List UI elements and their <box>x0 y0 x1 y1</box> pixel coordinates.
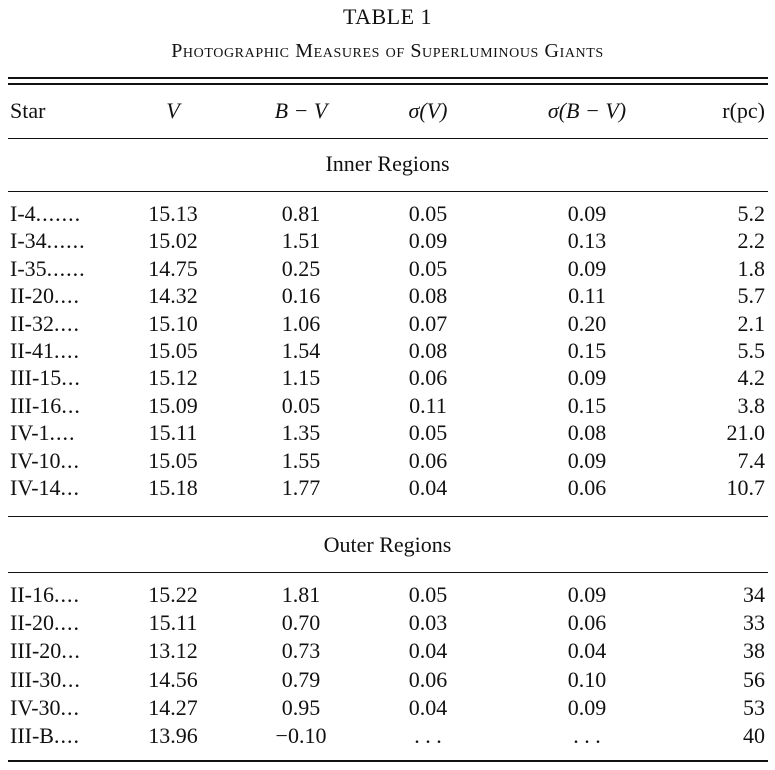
b-minus-v-cell: 1.15 <box>281 365 321 391</box>
leader-dots: ...... <box>46 228 86 254</box>
outer-section-rule <box>8 572 768 573</box>
star-name: II-41 <box>10 338 54 363</box>
star-cell <box>10 723 80 749</box>
sigma-v-cell: 0.05 <box>408 582 448 607</box>
star-cell <box>10 475 80 501</box>
r-pc-cell: 2.2 <box>737 228 765 254</box>
col-header-star: Star <box>10 98 46 123</box>
star-cell <box>10 283 80 309</box>
b-minus-v-cell: −0.10 <box>275 723 327 748</box>
r-pc-cell: 4.2 <box>737 365 765 391</box>
star-cell <box>10 393 81 419</box>
r-pc-cell: 33 <box>743 610 765 636</box>
leader-dots: ...... <box>46 255 86 281</box>
sigma-v-cell: 0.06 <box>408 365 448 391</box>
star-name: II-20 <box>10 283 54 309</box>
sigma-v-cell: 0.08 <box>408 283 448 309</box>
b-minus-v-cell: 0.25 <box>281 255 321 281</box>
sigma-b-minus-v-cell: 0.06 <box>567 475 607 500</box>
leader-dots: .... <box>53 723 80 748</box>
sigma-b-minus-v-cell: 0.09 <box>567 255 607 281</box>
top-rule <box>8 77 768 79</box>
r-pc-cell: 10.7 <box>726 475 765 500</box>
r-pc-cell: 1.8 <box>737 255 765 281</box>
r-pc-cell: 40 <box>743 723 765 748</box>
b-minus-v-cell: 1.51 <box>281 228 321 254</box>
b-minus-v-cell: 1.77 <box>281 475 321 500</box>
sigma-v-cell: 0.05 <box>408 255 448 281</box>
star-cell <box>10 667 81 693</box>
star-name: IV-10 <box>10 447 61 473</box>
star-name: I-34 <box>10 228 47 254</box>
col-header-sigma-b-minus-v: σ(B − V) <box>547 98 627 123</box>
v-cell: 15.12 <box>148 365 198 391</box>
sigma-b-minus-v-cell: 0.09 <box>567 447 607 473</box>
star-name: III-16 <box>10 392 62 418</box>
star-name: II-20 <box>10 610 54 636</box>
leader-dots: .... <box>53 610 80 636</box>
b-minus-v-cell: 1.81 <box>281 582 321 607</box>
star-name: IV-14 <box>10 475 61 500</box>
r-pc-cell: 5.5 <box>737 338 765 363</box>
sigma-b-minus-v-cell: 0.08 <box>567 420 607 446</box>
sigma-b-minus-v-cell: 0.09 <box>567 582 607 607</box>
leader-dots: .... <box>49 420 76 446</box>
sigma-v-cell: 0.04 <box>408 638 448 664</box>
leader-dots: .... <box>53 338 80 363</box>
b-minus-v-cell: 1.54 <box>281 338 321 363</box>
inner-section-rule <box>8 191 768 192</box>
col-header-r-pc: r(pc) <box>722 98 765 123</box>
star-name: I-4 <box>10 201 36 226</box>
sigma-v-cell: 0.05 <box>408 201 448 226</box>
r-pc-cell: 34 <box>743 582 765 607</box>
b-minus-v-cell: 0.05 <box>281 392 321 418</box>
b-minus-v-cell: 1.06 <box>281 310 321 336</box>
star-cell <box>10 338 80 364</box>
col-header-v: V <box>166 98 180 123</box>
b-minus-v-cell: 0.16 <box>281 283 321 309</box>
section-label-outer: Outer Regions <box>323 532 452 557</box>
star-cell <box>10 256 86 282</box>
b-minus-v-cell: 1.35 <box>281 420 321 446</box>
leader-dots: ... <box>60 475 81 500</box>
star-cell <box>10 448 80 474</box>
v-cell: 14.56 <box>148 666 198 692</box>
star-name: III-15 <box>10 365 62 391</box>
v-cell: 15.11 <box>148 610 198 636</box>
star-cell <box>10 201 81 227</box>
star-name: III-B <box>10 723 54 748</box>
sigma-v-cell: 0.09 <box>408 228 448 254</box>
leader-dots: ... <box>60 447 81 473</box>
sigma-b-minus-v-cell: 0.13 <box>567 228 607 254</box>
star-cell <box>10 638 81 664</box>
sigma-v-cell: 0.11 <box>409 392 447 418</box>
leader-dots: .... <box>53 310 80 336</box>
sigma-v-cell: 0.07 <box>408 310 448 336</box>
sigma-v-cell: 0.08 <box>408 338 448 363</box>
r-pc-cell: 2.1 <box>737 310 765 336</box>
star-cell <box>10 695 80 721</box>
b-minus-v-cell: 0.79 <box>281 666 321 692</box>
v-cell: 14.75 <box>148 255 198 281</box>
star-cell <box>10 228 86 254</box>
sigma-b-minus-v-cell: 0.15 <box>567 392 607 418</box>
bottom-rule <box>8 760 768 762</box>
v-cell: 13.12 <box>148 638 198 664</box>
col-header-sigma-v: σ(V) <box>408 98 448 123</box>
top-rule-second <box>8 83 768 85</box>
sigma-b-minus-v-cell: 0.06 <box>567 610 607 636</box>
v-cell: 15.11 <box>148 420 198 446</box>
r-pc-cell: 3.8 <box>737 392 765 418</box>
v-cell: 15.18 <box>148 475 198 500</box>
b-minus-v-cell: 1.55 <box>281 447 321 473</box>
table-title: TABLE 1 <box>342 4 433 29</box>
star-cell <box>10 420 76 446</box>
sigma-b-minus-v-cell: 0.09 <box>567 201 607 226</box>
v-cell: 15.05 <box>148 338 198 363</box>
star-name: II-16 <box>10 582 54 607</box>
star-cell <box>10 610 80 636</box>
r-pc-cell: 7.4 <box>737 447 765 473</box>
r-pc-cell: 56 <box>743 666 765 692</box>
r-pc-cell: 53 <box>743 694 765 720</box>
sigma-b-minus-v-cell: 0.04 <box>567 638 607 664</box>
v-cell: 15.09 <box>148 392 198 418</box>
star-name: IV-1 <box>10 420 50 446</box>
v-cell: 15.02 <box>148 228 198 254</box>
star-name: III-30 <box>10 666 62 692</box>
star-cell <box>10 311 80 337</box>
b-minus-v-cell: 0.70 <box>281 610 321 636</box>
sigma-b-minus-v-cell: 0.10 <box>567 666 607 692</box>
b-minus-v-cell: 0.81 <box>281 201 321 226</box>
star-name: I-35 <box>10 255 47 281</box>
star-name: IV-30 <box>10 694 61 720</box>
v-cell: 15.05 <box>148 447 198 473</box>
leader-dots: ... <box>61 666 81 692</box>
sigma-b-minus-v-cell: 0.20 <box>567 310 607 336</box>
sigma-v-cell: 0.05 <box>408 420 448 446</box>
sigma-v-cell: 0.03 <box>408 610 448 636</box>
sigma-b-minus-v-cell: 0.11 <box>568 283 606 309</box>
leader-dots: ....... <box>35 201 82 226</box>
sigma-b-minus-v-cell: 0.09 <box>567 694 607 720</box>
table-subtitle: Photographic Measures of Superluminous Giants <box>171 40 604 62</box>
r-pc-cell: 5.7 <box>737 283 765 309</box>
sigma-v-cell: 0.06 <box>408 666 448 692</box>
r-pc-cell: 5.2 <box>737 201 765 226</box>
leader-dots: .... <box>53 582 80 607</box>
r-pc-cell: 21.0 <box>726 420 765 446</box>
v-cell: 15.22 <box>148 582 198 607</box>
section-label-inner: Inner Regions <box>325 151 450 176</box>
leader-dots: ... <box>61 638 81 664</box>
star-name: III-20 <box>10 638 62 664</box>
sigma-b-minus-v-cell: 0.09 <box>567 365 607 391</box>
star-cell <box>10 582 80 608</box>
b-minus-v-cell: 0.73 <box>281 638 321 664</box>
v-cell: 13.96 <box>148 723 198 748</box>
v-cell: 14.32 <box>148 283 198 309</box>
v-cell: 15.13 <box>148 201 198 226</box>
leader-dots: .... <box>53 283 80 309</box>
sigma-v-cell: 0.06 <box>408 447 448 473</box>
leader-dots: ... <box>61 365 81 391</box>
v-cell: 14.27 <box>148 694 198 720</box>
sigma-v-cell: 0.04 <box>408 694 448 720</box>
col-header-b-minus-v: B − V <box>274 98 328 123</box>
star-name: II-32 <box>10 310 54 336</box>
sigma-v-cell: 0.04 <box>408 475 448 500</box>
v-cell: 15.10 <box>148 310 198 336</box>
star-cell <box>10 365 81 391</box>
middle-rule <box>8 516 768 517</box>
sigma-b-minus-v-cell: 0.15 <box>567 338 607 363</box>
leader-dots: ... <box>61 392 81 418</box>
sigma-v-cell: . . . <box>414 723 442 748</box>
leader-dots: ... <box>60 694 81 720</box>
b-minus-v-cell: 0.95 <box>281 694 321 720</box>
r-pc-cell: 38 <box>743 638 765 664</box>
header-rule <box>8 138 768 139</box>
sigma-b-minus-v-cell: . . . <box>573 723 601 748</box>
